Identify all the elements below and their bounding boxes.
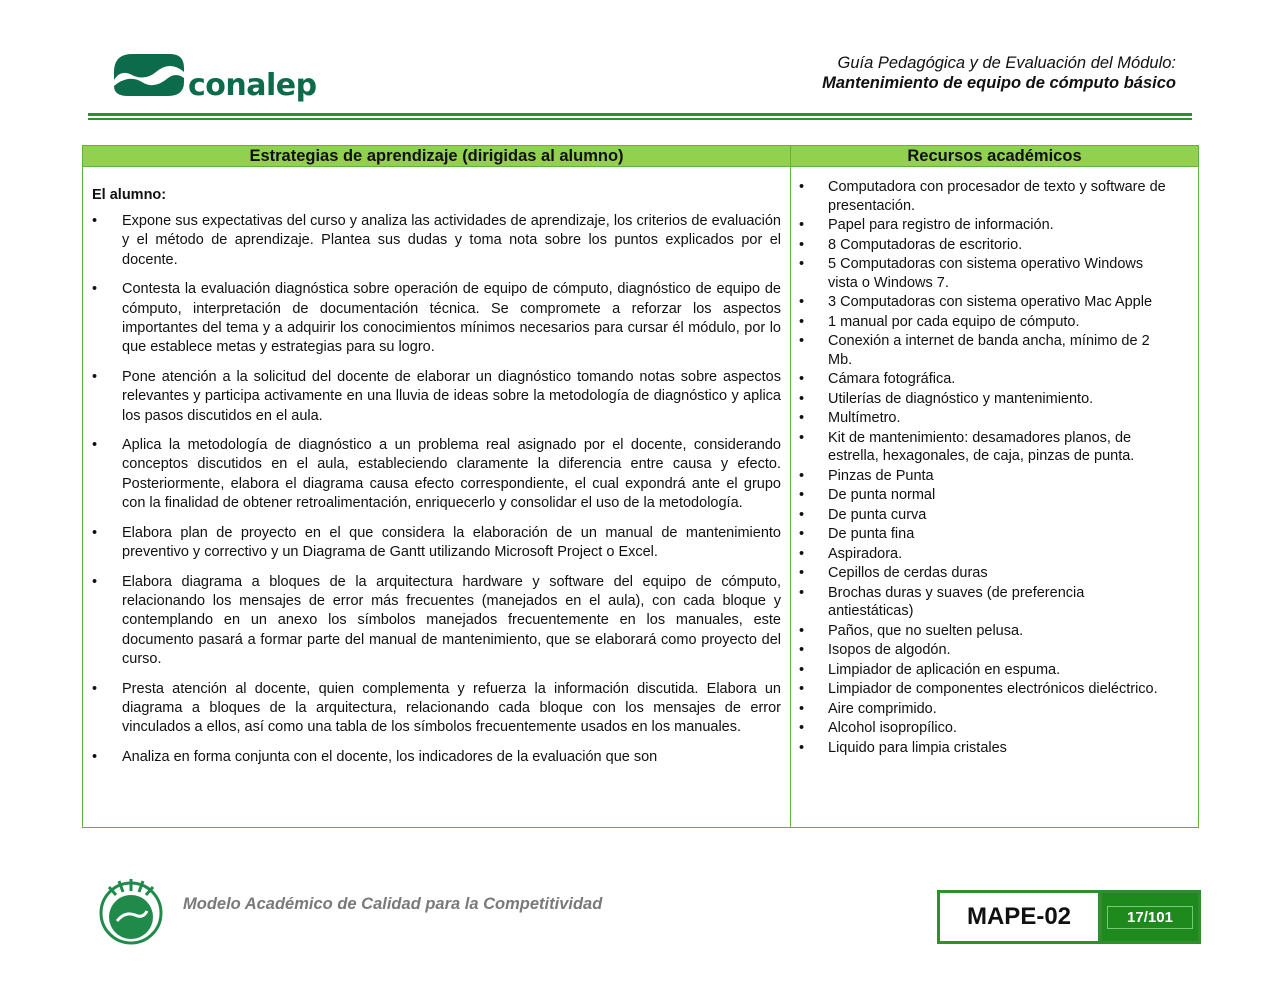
resources-list (799, 178, 1188, 757)
resource-item: • Conexión a internet de banda ancha, mínimo de 2 Mb. (799, 332, 1188, 369)
resource-item: • Brochas duras y suaves (de preferencia antiestáticas) (799, 584, 1188, 621)
strategy-item: • Contesta la evaluación diagnóstica sobre operación de equipo de cómputo, diagnóstico de equipo de cómputo, interpretación de documentación técnica. Se compromete a reforzar los aspectos importantes del tema y a adquirir los conocimientos mínimos necesarios para cursar él módulo, por lo que establece metas y estrategias para su logro. (92, 280, 781, 358)
strategies-header: Estrategias de aprendizaje (dirigidas al alumno) (83, 146, 791, 167)
resource-item: • Utilerías de diagnóstico y mantenimiento. (799, 390, 1188, 409)
resource-item: • Cámara fotográfica. (799, 370, 1188, 389)
strategies-list (92, 212, 781, 767)
resource-item: • Alcohol isopropílico. (799, 719, 1188, 738)
conalep-logo (110, 50, 320, 110)
resource-item: • Paños, que no suelten pelusa. (799, 622, 1188, 641)
resource-item: • Cepillos de cerdas duras (799, 564, 1188, 583)
header-rule (88, 113, 1192, 116)
document-code: MAPE-02 (937, 890, 1101, 944)
page-number: 17/101 (1107, 906, 1193, 929)
resource-item: • Isopos de algodón. (799, 641, 1188, 660)
resources-header: Recursos académicos (791, 146, 1199, 167)
conalep-emblem-icon (110, 50, 188, 100)
strategies-cell (83, 167, 791, 828)
title-line-2: Mantenimiento de equipo de cómputo básico (822, 74, 1176, 92)
resource-item: • Liquido para limpia cristales (799, 739, 1188, 758)
resource-item: • 1 manual por cada equipo de cómputo. (799, 313, 1188, 332)
strategy-item: • Pone atención a la solicitud del docente de elaborar un diagnóstico tomando notas sobre aspectos relevantes y participa activamente en una lluvia de ideas sobre la metodología de diagnóstico y aplica los pasos discutidos en el aula. (92, 368, 781, 426)
page-number-box (1099, 890, 1201, 944)
resource-item: • 5 Computadoras con sistema operativo Windows vista o Windows 7. (799, 255, 1188, 292)
resource-item: • Aire comprimido. (799, 700, 1188, 719)
intro-label: El alumno: (92, 187, 167, 203)
resource-item: • De punta curva (799, 506, 1188, 525)
resource-item: • Computadora con procesador de texto y software de presentación. (799, 178, 1188, 215)
resource-item: • Limpiador de componentes electrónicos dieléctrico. (799, 680, 1188, 699)
strategies-table (82, 145, 1199, 828)
resource-item: • De punta normal (799, 486, 1188, 505)
strategy-item: • Presta atención al docente, quien complementa y refuerza la información discutida. Elabora un diagrama a bloques de la arquitectura, relacionando cada bloque con los mensajes de error vinculados a ellos, así como una tabla de los símbolos frecuentemente usados en los manuales. (92, 680, 781, 738)
header-rule-thin (88, 118, 1192, 120)
resource-item: • Aspiradora. (799, 545, 1188, 564)
resource-item: • 3 Computadoras con sistema operativo Mac Apple (799, 293, 1188, 312)
resource-item: • Pinzas de Punta (799, 467, 1188, 486)
resources-cell (791, 167, 1199, 828)
title-line-1: Guía Pedagógica y de Evaluación del Módulo: (837, 54, 1176, 72)
quality-model-seal-icon (95, 875, 167, 947)
resource-item: • Multímetro. (799, 409, 1188, 428)
strategy-item: • Analiza en forma conjunta con el docente, los indicadores de la evaluación que son (92, 748, 781, 767)
footer-tagline: Modelo Académico de Calidad para la Competitividad (183, 895, 603, 913)
strategy-item: • Elabora diagrama a bloques de la arquitectura hardware y software del equipo de cómputo, relacionando los mensajes de error más frecuentes (manejados en el aula), con cada bloque y contemplando en un anexo los símbolos manejados frecuentemente en los manuales, este documento pasará a formar parte del manual de mantenimiento, que se elaborará como proyecto del curso. (92, 573, 781, 670)
strategy-item: • Expone sus expectativas del curso y analiza las actividades de aprendizaje, los criterios de evaluación y el método de aprendizaje. Plantea sus dudas y toma nota sobre los puntos explicados por el docente. (92, 212, 781, 270)
resource-item: • Limpiador de aplicación en espuma. (799, 661, 1188, 680)
strategy-item: • Elabora plan de proyecto en el que considera la elaboración de un manual de mantenimiento preventivo y correctivo y un Diagrama de Gantt utilizando Microsoft Project o Excel. (92, 524, 781, 563)
resource-item: • De punta fina (799, 525, 1188, 544)
document-title (822, 53, 1176, 93)
strategy-item: • Aplica la metodología de diagnóstico a un problema real asignado por el docente, considerando conceptos discutidos en el aula, estableciendo claramente la diferencia entre causa y efecto. Posteriormente, elabora el diagrama causa efecto correspondiente, el cual expondrá ante el grupo con la finalidad de obtener retroalimentación, enriquecerlo y consolidar el uso de la metodología. (92, 436, 781, 514)
resource-item: • Kit de mantenimiento: desamadores planos, de estrella, hexagonales, de caja, pinzas de punta. (799, 429, 1188, 466)
logo-text: conalep (188, 68, 317, 103)
resource-item: • Papel para registro de información. (799, 216, 1188, 235)
resource-item: • 8 Computadoras de escritorio. (799, 236, 1188, 255)
